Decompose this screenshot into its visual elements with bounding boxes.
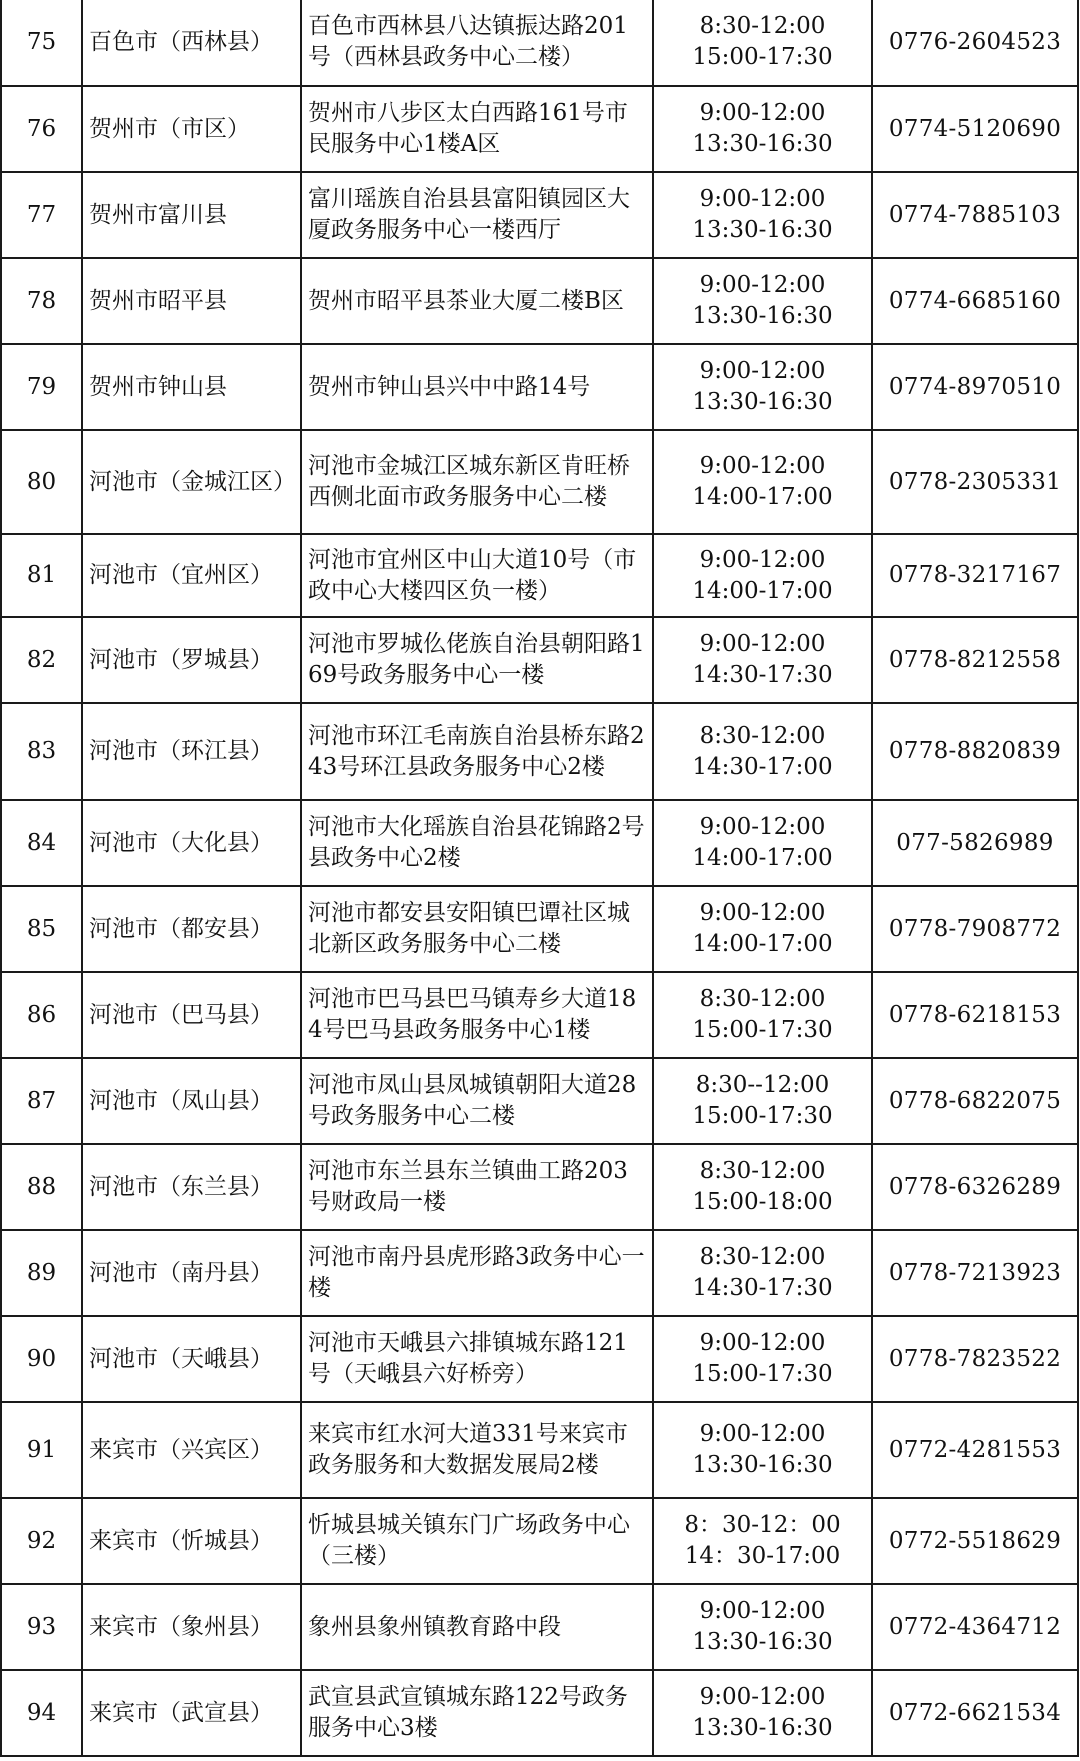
row-phone: 0774-6685160 bbox=[872, 258, 1078, 344]
row-hours bbox=[653, 1058, 872, 1144]
row-address: 贺州市昭平县茶业大厦二楼B区 bbox=[301, 258, 653, 344]
row-phone: 0772-5518629 bbox=[872, 1498, 1078, 1584]
row-number: 77 bbox=[1, 172, 82, 258]
row-phone: 0772-6621534 bbox=[872, 1670, 1078, 1756]
row-address: 河池市大化瑶族自治县花锦路2号县政务中心2楼 bbox=[301, 800, 653, 886]
row-hours-afternoon: 14:00-17:00 bbox=[692, 484, 833, 510]
row-phone: 0778-7823522 bbox=[872, 1316, 1078, 1402]
row-hours bbox=[653, 534, 872, 617]
row-address: 富川瑶族自治县县富阳镇园区大厦政务服务中心一楼西厅 bbox=[301, 172, 653, 258]
row-address: 河池市罗城仫佬族自治县朝阳路169号政务服务中心一楼 bbox=[301, 617, 653, 703]
row-hours-morning: 8:30--12:00 bbox=[695, 1072, 830, 1098]
row-hours bbox=[653, 1584, 872, 1670]
table-row bbox=[1, 972, 1078, 1058]
row-phone: 0778-6218153 bbox=[872, 972, 1078, 1058]
row-hours bbox=[653, 703, 872, 800]
row-region: 来宾市（象州县） bbox=[82, 1584, 301, 1670]
row-region: 来宾市（忻城县） bbox=[82, 1498, 301, 1584]
row-region: 河池市（金城江区） bbox=[82, 430, 301, 534]
table-row bbox=[1, 258, 1078, 344]
row-hours-afternoon: 15:00-18:00 bbox=[692, 1189, 833, 1215]
row-phone: 0774-8970510 bbox=[872, 344, 1078, 430]
row-number: 75 bbox=[1, 0, 82, 86]
row-address: 忻城县城关镇东门广场政务中心（三楼） bbox=[301, 1498, 653, 1584]
row-phone: 077-5826989 bbox=[872, 800, 1078, 886]
row-hours-afternoon: 13:30-16:30 bbox=[692, 131, 833, 157]
row-number: 80 bbox=[1, 430, 82, 534]
row-region: 贺州市钟山县 bbox=[82, 344, 301, 430]
row-hours-morning: 9:00-12:00 bbox=[699, 100, 826, 126]
row-region: 百色市（西林县） bbox=[82, 0, 301, 86]
row-region: 来宾市（武宣县） bbox=[82, 1670, 301, 1756]
row-hours-afternoon: 14:30-17:30 bbox=[692, 1275, 833, 1301]
row-hours bbox=[653, 972, 872, 1058]
row-number: 85 bbox=[1, 886, 82, 972]
table-row bbox=[1, 1498, 1078, 1584]
row-region: 河池市（大化县） bbox=[82, 800, 301, 886]
row-number: 90 bbox=[1, 1316, 82, 1402]
row-hours-afternoon: 14：30-17:00 bbox=[684, 1543, 841, 1569]
row-address: 象州县象州镇教育路中段 bbox=[301, 1584, 653, 1670]
table-row bbox=[1, 1584, 1078, 1670]
row-region: 河池市（都安县） bbox=[82, 886, 301, 972]
row-hours-afternoon: 15:00-17:30 bbox=[692, 1017, 833, 1043]
row-hours-afternoon: 13:30-16:30 bbox=[692, 217, 833, 243]
row-phone: 0772-4281553 bbox=[872, 1402, 1078, 1498]
row-region: 河池市（巴马县） bbox=[82, 972, 301, 1058]
row-phone: 0778-6326289 bbox=[872, 1144, 1078, 1230]
row-region: 河池市（东兰县） bbox=[82, 1144, 301, 1230]
table-row bbox=[1, 1316, 1078, 1402]
row-address: 贺州市钟山县兴中中路14号 bbox=[301, 344, 653, 430]
row-number: 89 bbox=[1, 1230, 82, 1316]
table-row bbox=[1, 344, 1078, 430]
table-row bbox=[1, 703, 1078, 800]
table-row bbox=[1, 0, 1078, 86]
table-row bbox=[1, 886, 1078, 972]
row-hours bbox=[653, 1670, 872, 1756]
row-hours-afternoon: 13:30-16:30 bbox=[692, 1452, 833, 1478]
row-address: 河池市天峨县六排镇城东路121号（天峨县六好桥旁） bbox=[301, 1316, 653, 1402]
row-hours bbox=[653, 1498, 872, 1584]
table-row bbox=[1, 1402, 1078, 1498]
row-number: 82 bbox=[1, 617, 82, 703]
row-hours-afternoon: 14:30-17:30 bbox=[692, 662, 833, 688]
row-region: 贺州市（市区） bbox=[82, 86, 301, 172]
row-hours-morning: 8:30-12:00 bbox=[699, 1244, 826, 1270]
row-phone: 0778-7908772 bbox=[872, 886, 1078, 972]
row-number: 93 bbox=[1, 1584, 82, 1670]
row-hours-morning: 8:30-12:00 bbox=[699, 986, 826, 1012]
row-address: 河池市南丹县虎形路3政务中心一楼 bbox=[301, 1230, 653, 1316]
row-phone: 0778-2305331 bbox=[872, 430, 1078, 534]
table-body bbox=[1, 0, 1078, 1756]
row-hours bbox=[653, 886, 872, 972]
row-address: 河池市宜州区中山大道10号（市政中心大楼四区负一楼） bbox=[301, 534, 653, 617]
table-row bbox=[1, 1670, 1078, 1756]
row-hours bbox=[653, 86, 872, 172]
row-number: 87 bbox=[1, 1058, 82, 1144]
row-region: 河池市（宜州区） bbox=[82, 534, 301, 617]
row-address: 百色市西林县八达镇振达路201号（西林县政务中心二楼） bbox=[301, 0, 653, 86]
row-region: 贺州市富川县 bbox=[82, 172, 301, 258]
row-address: 贺州市八步区太白西路161号市民服务中心1楼A区 bbox=[301, 86, 653, 172]
row-address: 河池市都安县安阳镇巴谭社区城北新区政务服务中心二楼 bbox=[301, 886, 653, 972]
row-hours-morning: 9:00-12:00 bbox=[699, 186, 826, 212]
row-phone: 0778-6822075 bbox=[872, 1058, 1078, 1144]
row-hours-morning: 9:00-12:00 bbox=[699, 1421, 826, 1447]
row-hours bbox=[653, 617, 872, 703]
row-hours-morning: 8：30-12：00 bbox=[684, 1512, 841, 1538]
row-region: 河池市（天峨县） bbox=[82, 1316, 301, 1402]
row-hours-morning: 9:00-12:00 bbox=[699, 1330, 826, 1356]
row-address: 武宣县武宣镇城东路122号政务服务中心3楼 bbox=[301, 1670, 653, 1756]
row-hours-morning: 9:00-12:00 bbox=[699, 814, 826, 840]
row-number: 88 bbox=[1, 1144, 82, 1230]
row-hours bbox=[653, 1144, 872, 1230]
row-hours-afternoon: 13:30-16:30 bbox=[692, 389, 833, 415]
row-hours-afternoon: 14:00-17:00 bbox=[692, 845, 833, 871]
row-hours-afternoon: 13:30-16:30 bbox=[692, 1629, 833, 1655]
row-phone: 0778-7213923 bbox=[872, 1230, 1078, 1316]
row-region: 河池市（凤山县） bbox=[82, 1058, 301, 1144]
row-hours-afternoon: 13:30-16:30 bbox=[692, 1715, 833, 1741]
row-hours-morning: 9:00-12:00 bbox=[699, 358, 826, 384]
row-phone: 0778-8212558 bbox=[872, 617, 1078, 703]
table-row bbox=[1, 430, 1078, 534]
row-number: 86 bbox=[1, 972, 82, 1058]
row-number: 84 bbox=[1, 800, 82, 886]
row-region: 河池市（南丹县） bbox=[82, 1230, 301, 1316]
table-row bbox=[1, 617, 1078, 703]
row-hours bbox=[653, 172, 872, 258]
row-address: 河池市巴马县巴马镇寿乡大道184号巴马县政务服务中心1楼 bbox=[301, 972, 653, 1058]
row-address: 河池市东兰县东兰镇曲工路203号财政局一楼 bbox=[301, 1144, 653, 1230]
row-hours-afternoon: 14:00-17:00 bbox=[692, 931, 833, 957]
row-address: 河池市凤山县凤城镇朝阳大道28号政务服务中心二楼 bbox=[301, 1058, 653, 1144]
row-phone: 0778-8820839 bbox=[872, 703, 1078, 800]
row-region: 来宾市（兴宾区） bbox=[82, 1402, 301, 1498]
row-number: 81 bbox=[1, 534, 82, 617]
table-row bbox=[1, 1058, 1078, 1144]
row-hours-afternoon: 15:00-17:30 bbox=[692, 44, 833, 70]
row-hours-afternoon: 15:00-17:30 bbox=[692, 1361, 833, 1387]
row-hours-afternoon: 14:00-17:00 bbox=[692, 577, 833, 604]
row-hours-morning: 9:00-12:00 bbox=[699, 1598, 826, 1624]
table-row bbox=[1, 1144, 1078, 1230]
row-phone: 0772-4364712 bbox=[872, 1584, 1078, 1670]
row-hours bbox=[653, 344, 872, 430]
row-number: 83 bbox=[1, 703, 82, 800]
row-hours bbox=[653, 0, 872, 86]
table-row bbox=[1, 1230, 1078, 1316]
row-number: 94 bbox=[1, 1670, 82, 1756]
row-number: 76 bbox=[1, 86, 82, 172]
row-region: 贺州市昭平县 bbox=[82, 258, 301, 344]
row-number: 92 bbox=[1, 1498, 82, 1584]
table-row bbox=[1, 86, 1078, 172]
row-hours bbox=[653, 1230, 872, 1316]
row-phone: 0774-5120690 bbox=[872, 86, 1078, 172]
row-hours-morning: 8:30-12:00 bbox=[699, 13, 826, 39]
row-hours bbox=[653, 1316, 872, 1402]
row-region: 河池市（罗城县） bbox=[82, 617, 301, 703]
row-phone: 0776-2604523 bbox=[872, 0, 1078, 86]
row-hours-morning: 8:30-12:00 bbox=[699, 722, 826, 749]
table-row bbox=[1, 534, 1078, 617]
row-address: 河池市金城江区城东新区肯旺桥西侧北面市政务服务中心二楼 bbox=[301, 430, 653, 534]
row-address: 来宾市红水河大道331号来宾市政务服务和大数据发展局2楼 bbox=[301, 1402, 653, 1498]
row-hours bbox=[653, 430, 872, 534]
row-hours-morning: 9:00-12:00 bbox=[699, 631, 826, 657]
table-row bbox=[1, 800, 1078, 886]
row-number: 91 bbox=[1, 1402, 82, 1498]
row-hours bbox=[653, 258, 872, 344]
row-hours bbox=[653, 800, 872, 886]
row-hours-morning: 9:00-12:00 bbox=[699, 272, 826, 298]
row-number: 79 bbox=[1, 344, 82, 430]
row-hours-afternoon: 15:00-17:30 bbox=[692, 1103, 833, 1129]
row-address: 河池市环江毛南族自治县桥东路243号环江县政务服务中心2楼 bbox=[301, 703, 653, 800]
row-hours-afternoon: 14:30-17:00 bbox=[692, 753, 833, 780]
row-hours-morning: 9:00-12:00 bbox=[699, 453, 826, 479]
row-hours bbox=[653, 1402, 872, 1498]
row-region: 河池市（环江县） bbox=[82, 703, 301, 800]
table-row bbox=[1, 172, 1078, 258]
row-hours-morning: 9:00-12:00 bbox=[699, 1684, 826, 1710]
row-phone: 0774-7885103 bbox=[872, 172, 1078, 258]
row-hours-afternoon: 13:30-16:30 bbox=[692, 303, 833, 329]
row-hours-morning: 9:00-12:00 bbox=[699, 546, 826, 573]
row-hours-morning: 8:30-12:00 bbox=[699, 1158, 826, 1184]
row-hours-morning: 9:00-12:00 bbox=[699, 900, 826, 926]
row-phone: 0778-3217167 bbox=[872, 534, 1078, 617]
row-number: 78 bbox=[1, 258, 82, 344]
